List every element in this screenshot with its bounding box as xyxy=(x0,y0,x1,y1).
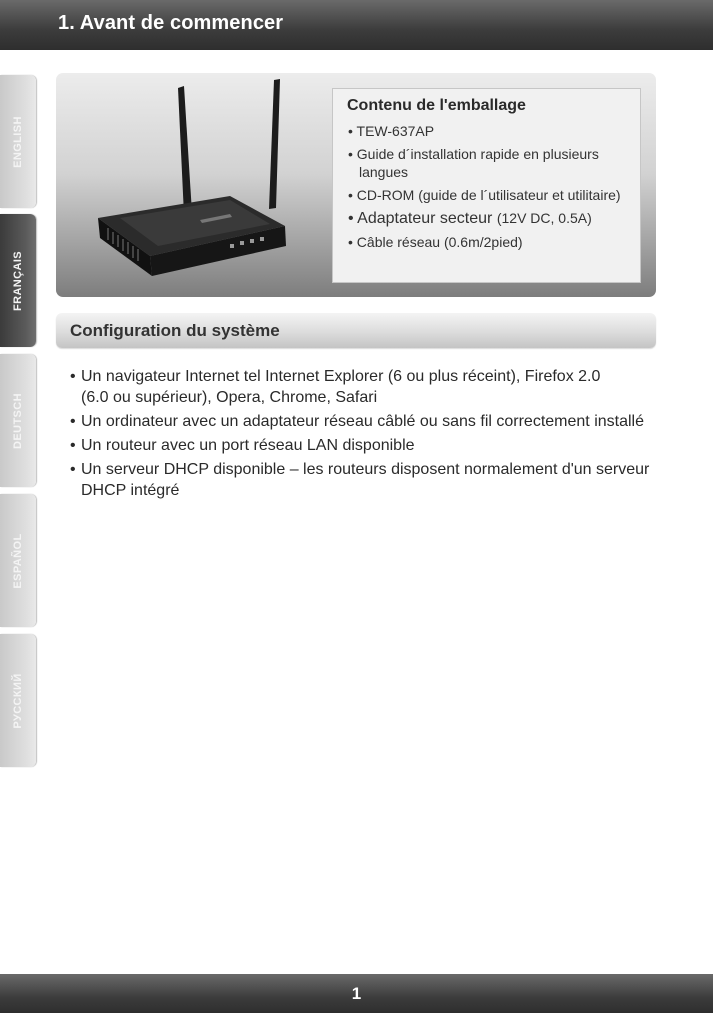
package-item-text: langues xyxy=(359,164,409,180)
list-item: • CD-ROM (guide de l´utilisateur et utilitaire) xyxy=(348,187,621,203)
requirement-text: Un navigateur Internet tel Internet Explorer (6 ou plus réceint), Firefox 2.0 xyxy=(81,368,601,385)
tab-deutsch-label: DEUTSCH xyxy=(12,392,24,449)
tab-russian-label: РУССКИЙ xyxy=(12,672,24,729)
system-requirements-header xyxy=(56,313,656,348)
package-title: Contenu de l'emballage xyxy=(347,97,526,114)
list-item: • Adaptateur secteur (12V DC, 0.5A) xyxy=(348,210,592,227)
requirements-list xyxy=(70,366,670,504)
tab-espanol[interactable] xyxy=(0,494,36,627)
package-list xyxy=(348,122,638,256)
tab-francais-label: FRANÇAIS xyxy=(12,250,24,311)
package-item-text: TEW-637AP xyxy=(356,123,435,139)
page-title: 1. Avant de commencer xyxy=(58,12,284,34)
tab-deutsch[interactable] xyxy=(0,354,36,487)
list-item: • TEW-637AP xyxy=(348,123,435,139)
requirement-text: Un routeur avec un port réseau LAN disponible xyxy=(81,437,415,454)
requirement-text: (6.0 ou supérieur), Opera, Chrome, Safari xyxy=(81,389,378,406)
package-item-spec: (12V DC, 0.5A) xyxy=(496,210,592,226)
footer-bar xyxy=(0,974,713,1013)
tab-english-label: ENGLISH xyxy=(12,115,24,168)
list-item: • Guide d´installation rapide en plusieurs langues xyxy=(348,145,638,181)
requirement-text: Un serveur DHCP disponible – les routeurs disposent normalement d'un serveur xyxy=(81,461,650,478)
tab-english[interactable] xyxy=(0,75,36,208)
tab-francais[interactable] xyxy=(0,214,36,347)
section-title: Configuration du système xyxy=(70,321,280,340)
list-item xyxy=(70,435,670,456)
page-number: 1 xyxy=(351,984,362,1003)
router-image xyxy=(80,78,330,293)
requirement-text: Un ordinateur avec un adaptateur réseau câblé ou sans fil correctement installé xyxy=(81,413,644,430)
list-item xyxy=(70,459,670,501)
package-item-text: Guide d´installation rapide en plusieurs xyxy=(356,146,599,162)
package-contents-panel xyxy=(332,88,641,283)
package-item-text: Câble réseau (0.6m/2pied) xyxy=(356,234,523,250)
package-item-text: CD-ROM (guide de l´utilisateur et utilitaire) xyxy=(356,187,621,203)
requirement-text: DHCP intégré xyxy=(81,482,180,499)
list-item xyxy=(70,366,670,408)
header-bar xyxy=(0,0,713,50)
list-item: • Câble réseau (0.6m/2pied) xyxy=(348,234,523,250)
list-item xyxy=(70,411,670,432)
package-item-text: Adaptateur secteur xyxy=(357,210,493,227)
tab-espanol-label: ESPAÑOL xyxy=(12,532,24,589)
tab-russian[interactable] xyxy=(0,634,36,767)
